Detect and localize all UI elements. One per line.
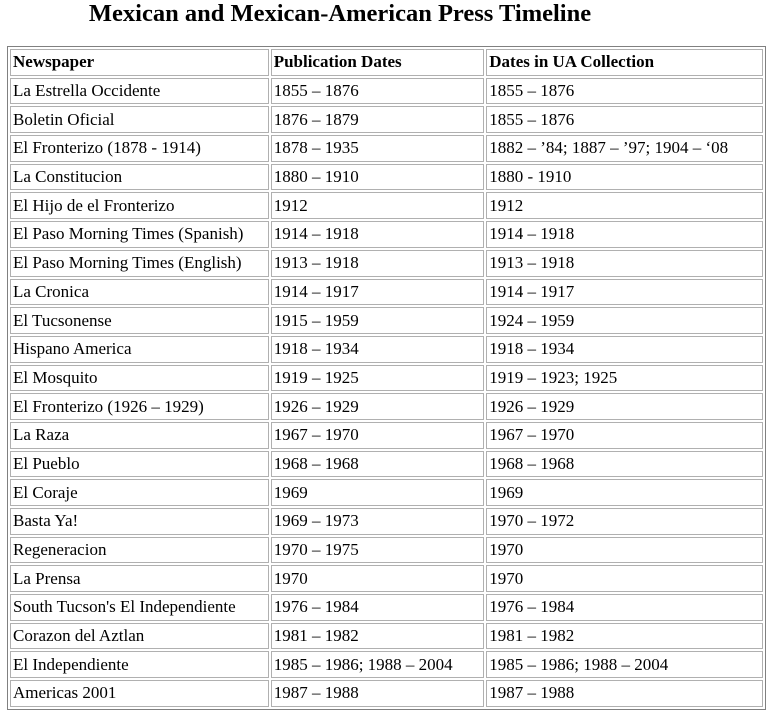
newspaper-cell: Hispano America	[10, 336, 269, 363]
newspaper-cell: La Estrella Occidente	[10, 78, 269, 105]
ua-collection-dates-cell: 1981 – 1982	[486, 623, 763, 650]
table-row	[10, 508, 763, 535]
publication-dates-cell: 1876 – 1879	[271, 106, 485, 133]
press-timeline-table	[7, 46, 766, 710]
newspaper-cell: El Paso Morning Times (English)	[10, 250, 269, 277]
publication-dates-cell: 1985 – 1986; 1988 – 2004	[271, 651, 485, 678]
newspaper-cell: Basta Ya!	[10, 508, 269, 535]
table-row	[10, 594, 763, 621]
table-row	[10, 565, 763, 592]
table-row	[10, 250, 763, 277]
table-row	[10, 221, 763, 248]
newspaper-cell: Americas 2001	[10, 680, 269, 707]
table-row	[10, 422, 763, 449]
ua-collection-dates-cell: 1926 – 1929	[486, 393, 763, 420]
ua-collection-dates-cell: 1924 – 1959	[486, 307, 763, 334]
publication-dates-cell: 1970 – 1975	[271, 537, 485, 564]
newspaper-cell: El Fronterizo (1926 – 1929)	[10, 393, 269, 420]
ua-collection-dates-cell: 1855 – 1876	[486, 78, 763, 105]
table-row	[10, 307, 763, 334]
ua-collection-dates-cell: 1919 – 1923; 1925	[486, 365, 763, 392]
newspaper-cell: El Pueblo	[10, 451, 269, 478]
table-row	[10, 78, 763, 105]
newspaper-cell: El Coraje	[10, 479, 269, 506]
ua-collection-dates-cell: 1855 – 1876	[486, 106, 763, 133]
table-row	[10, 479, 763, 506]
newspaper-cell: La Raza	[10, 422, 269, 449]
newspaper-cell: El Mosquito	[10, 365, 269, 392]
publication-dates-cell: 1967 – 1970	[271, 422, 485, 449]
publication-dates-cell: 1915 – 1959	[271, 307, 485, 334]
publication-dates-cell: 1969 – 1973	[271, 508, 485, 535]
ua-collection-dates-cell: 1987 – 1988	[486, 680, 763, 707]
ua-collection-dates-cell: 1914 – 1917	[486, 279, 763, 306]
publication-dates-cell: 1878 – 1935	[271, 135, 485, 162]
publication-dates-cell: 1855 – 1876	[271, 78, 485, 105]
ua-collection-dates-cell: 1914 – 1918	[486, 221, 763, 248]
table-row	[10, 106, 763, 133]
newspaper-cell: Boletin Oficial	[10, 106, 269, 133]
publication-dates-cell: 1981 – 1982	[271, 623, 485, 650]
ua-collection-dates-cell: 1967 – 1970	[486, 422, 763, 449]
table-row	[10, 651, 763, 678]
table-row	[10, 164, 763, 191]
publication-dates-cell: 1970	[271, 565, 485, 592]
publication-dates-cell: 1976 – 1984	[271, 594, 485, 621]
ua-collection-dates-cell: 1912	[486, 192, 763, 219]
ua-collection-dates-cell: 1970	[486, 537, 763, 564]
header-ua-collection-dates: Dates in UA Collection	[486, 49, 763, 76]
newspaper-cell: Regeneracion	[10, 537, 269, 564]
newspaper-cell: La Prensa	[10, 565, 269, 592]
publication-dates-cell: 1880 – 1910	[271, 164, 485, 191]
ua-collection-dates-cell: 1976 – 1984	[486, 594, 763, 621]
publication-dates-cell: 1914 – 1918	[271, 221, 485, 248]
table-body	[10, 78, 763, 707]
newspaper-cell: El Independiente	[10, 651, 269, 678]
table-row	[10, 365, 763, 392]
ua-collection-dates-cell: 1918 – 1934	[486, 336, 763, 363]
publication-dates-cell: 1914 – 1917	[271, 279, 485, 306]
table-row	[10, 135, 763, 162]
newspaper-cell: Corazon del Aztlan	[10, 623, 269, 650]
ua-collection-dates-cell: 1969	[486, 479, 763, 506]
publication-dates-cell: 1918 – 1934	[271, 336, 485, 363]
newspaper-cell: South Tucson's El Independiente	[10, 594, 269, 621]
ua-collection-dates-cell: 1970 – 1972	[486, 508, 763, 535]
publication-dates-cell: 1987 – 1988	[271, 680, 485, 707]
newspaper-cell: El Fronterizo (1878 - 1914)	[10, 135, 269, 162]
ua-collection-dates-cell: 1970	[486, 565, 763, 592]
newspaper-cell: El Tucsonense	[10, 307, 269, 334]
ua-collection-dates-cell: 1913 – 1918	[486, 250, 763, 277]
publication-dates-cell: 1919 – 1925	[271, 365, 485, 392]
table-header	[10, 49, 763, 76]
header-newspaper: Newspaper	[10, 49, 269, 76]
table-row	[10, 393, 763, 420]
ua-collection-dates-cell: 1985 – 1986; 1988 – 2004	[486, 651, 763, 678]
newspaper-cell: La Cronica	[10, 279, 269, 306]
table-row	[10, 623, 763, 650]
table-row	[10, 680, 763, 707]
publication-dates-cell: 1968 – 1968	[271, 451, 485, 478]
ua-collection-dates-cell: 1968 – 1968	[486, 451, 763, 478]
table-row	[10, 336, 763, 363]
header-publication-dates: Publication Dates	[271, 49, 485, 76]
table-row	[10, 537, 763, 564]
ua-collection-dates-cell: 1880 - 1910	[486, 164, 763, 191]
page-title: Mexican and Mexican-American Press Timeline	[88, 0, 592, 27]
table-row	[10, 451, 763, 478]
table-row	[10, 192, 763, 219]
publication-dates-cell: 1912	[271, 192, 485, 219]
newspaper-cell: El Hijo de el Fronterizo	[10, 192, 269, 219]
publication-dates-cell: 1969	[271, 479, 485, 506]
ua-collection-dates-cell: 1882 – ’84; 1887 – ’97; 1904 – ‘08	[486, 135, 763, 162]
newspaper-cell: La Constitucion	[10, 164, 269, 191]
publication-dates-cell: 1926 – 1929	[271, 393, 485, 420]
table-row	[10, 279, 763, 306]
newspaper-cell: El Paso Morning Times (Spanish)	[10, 221, 269, 248]
publication-dates-cell: 1913 – 1918	[271, 250, 485, 277]
header-row	[10, 49, 763, 76]
